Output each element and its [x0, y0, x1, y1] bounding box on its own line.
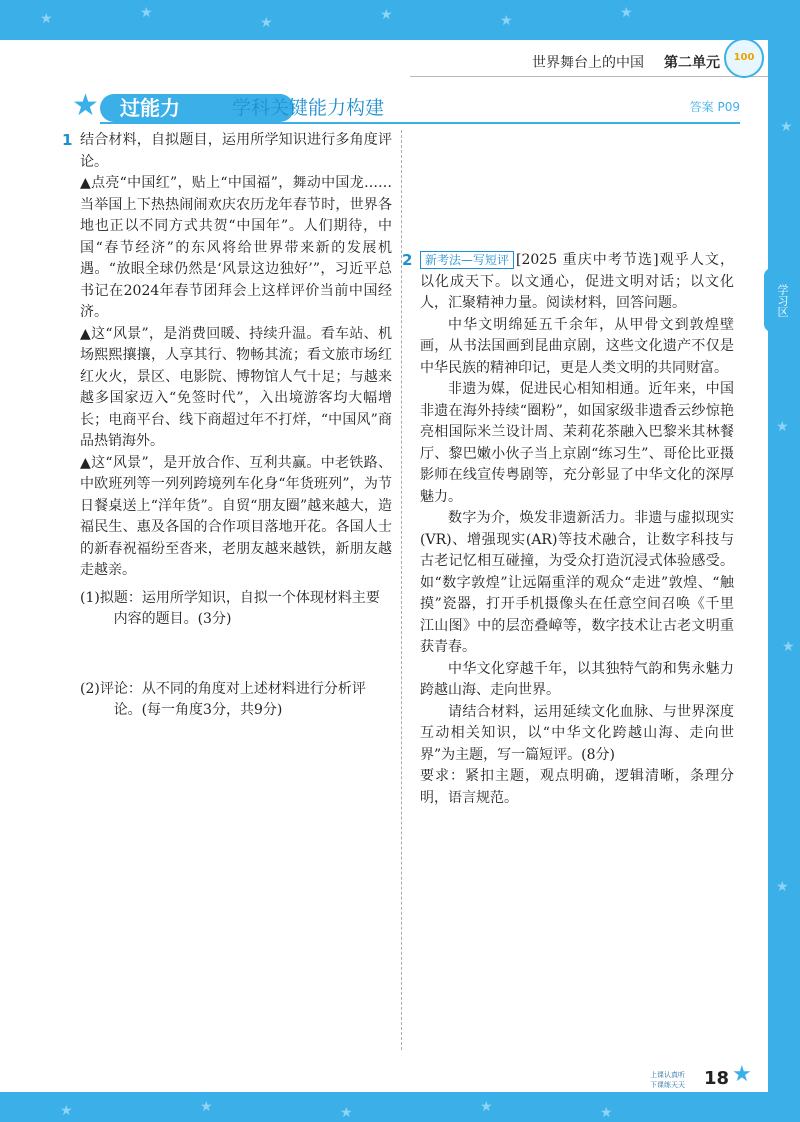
unit-title: 第二单元 [664, 55, 720, 71]
banner-title: 过能力 [120, 96, 180, 120]
question-source: [2025 重庆中考节选] [516, 252, 659, 268]
task-requirement: 要求：紧扣主题，观点明确，逻辑清晰，条理分明，语言规范。 [420, 768, 734, 806]
star-icon: ★ [480, 1099, 493, 1115]
banner-underline [100, 122, 740, 124]
banner-subtitle: 学科关键能力构建 [232, 97, 385, 119]
question-intro [420, 250, 734, 315]
star-icon: ★ [620, 5, 633, 21]
question-number: 1 [62, 131, 73, 149]
intro-text: 观乎人文，以化成天下。以文通心，促进文明对话；以文化人，汇聚精神力量。阅读材料，回答问题。 [420, 252, 734, 311]
bottom-decorative-band [0, 1092, 800, 1122]
question-1 [62, 130, 392, 722]
page-number: 18 [704, 1068, 730, 1089]
brand-logo: 100 [724, 38, 764, 78]
star-icon: ★ [140, 5, 153, 21]
star-icon: ★ [782, 639, 795, 655]
side-tab-study-area[interactable]: 学习区 [764, 268, 800, 332]
page-footer [650, 1062, 760, 1094]
star-mascot-icon: ★ [72, 88, 99, 123]
material-paragraph: 中华文明绵延五千余年，从甲骨文到敦煌壁画，从书法国画到昆曲京剧，这些文化遗产不仅是中华民族的精神印记，更是人类文明的共同财富。 [420, 316, 734, 376]
material-paragraph: ▲这“风景”，是消费回暖、持续升温。看车站、机场熙熙攘攘，人享其行、物畅其流；看文旅市场红红火火，景区、电影院、博物馆人气十足；与越来越多国家迈入“免签时代”，入出境游客均大幅增长；电商平台、线下商超过年不打烊，“中国风”商品热销海外。 [80, 325, 392, 449]
task-instruction: 请结合材料，运用延续文化血脉、与世界深度互动相关知识，以“中华文化跨越山海、走向世界”为主题，写一篇短评。(8分) [420, 703, 734, 763]
top-decorative-band [0, 0, 800, 40]
header-rule [410, 76, 768, 77]
sub-question-1: (1)拟题：运用所学知识，自拟一个体现材料主要内容的题目。(3分) [80, 589, 380, 627]
star-icon: ★ [200, 1099, 213, 1115]
material-paragraph: ▲点亮“中国红”，贴上“中国福”，舞动中国龙……当举国上下热热闹闹欢庆农历龙年春节时，世界各地也正以不同方式共贺“中国年”。人们期待，中国“春节经济”的东风将给世界带来新的发展机遇。“放眼全球仍然是‘风景这边独好’”，习近平总书记在2024年春节团拜会上这样评价当前中国经济。 [80, 175, 392, 320]
material-paragraph: 中华文化穿越千年，以其独特气韵和隽永魅力跨越山海、走向世界。 [420, 660, 734, 698]
material-paragraph: 数字为介，焕发非遗新活力。非遗与虚拟现实(VR)、增强现实(AR)等技术融合，让数字科技与古老记忆相互碰撞，为受众打造沉浸式体验感受。如“数字敦煌”让远隔重洋的观众“走进”敦煌、“触摸”瓷器，打开手机摄像头在任意空间召唤《千里江山图》中的层峦叠嶂等，数字技术让古老文明重获青春。 [420, 510, 734, 655]
footer-slogan: 上课认真听 下课练天天 [650, 1071, 685, 1089]
star-icon: ★ [776, 419, 789, 435]
question-stem: 结合材料，自拟题目，运用所学知识进行多角度评论。 [80, 132, 392, 170]
star-icon: ★ [500, 13, 513, 29]
star-icon: ★ [776, 879, 789, 895]
section-banner [72, 88, 740, 123]
star-icon: ★ [780, 119, 793, 135]
exam-type-tag: 新考法—写短评 [420, 251, 514, 269]
star-mascot-icon: ★ [732, 1062, 752, 1087]
sub-question-2: (2)评论：从不同的角度对上述材料进行分析评论。(每一角度3分，共9分) [80, 680, 366, 718]
star-icon: ★ [600, 1105, 613, 1121]
question-number: 2 [402, 251, 413, 269]
material-paragraph: ▲这“风景”，是开放合作、互利共赢。中老铁路、中欧班列等一列列跨境列车化身“年货班列”，为节日餐桌送上“洋年货”。自贸“朋友圈”越来越大，造福民生、惠及各国的合作项目落地开花。各国人士的新春祝福纷至沓来，老朋友越来越铁，新朋友越走越亲。 [80, 454, 392, 578]
star-icon: ★ [40, 11, 53, 27]
question-2 [402, 250, 734, 809]
star-icon: ★ [60, 1103, 73, 1119]
star-icon: ★ [340, 1105, 353, 1121]
running-header [532, 52, 720, 72]
answer-reference: 答案 P09 [689, 100, 740, 114]
material-paragraph: 非遗为媒，促进民心相知相通。近年来，中国非遗在海外持续“圈粉”，如国家级非遗香云纱惊艳亮相国际米兰设计周、茉莉花茶融入巴黎米其林餐厅、黎巴嫩小伙子当上京剧“练习生”、哥伦比亚摄影师在线宣传粤剧等，充分彰显了中华文化的深厚魅力。 [420, 381, 734, 505]
star-icon: ★ [260, 15, 273, 31]
right-decorative-band [768, 0, 800, 1122]
section-title: 世界舞台上的中国 [532, 55, 644, 71]
answer-space[interactable] [80, 631, 392, 679]
star-icon: ★ [380, 7, 393, 23]
